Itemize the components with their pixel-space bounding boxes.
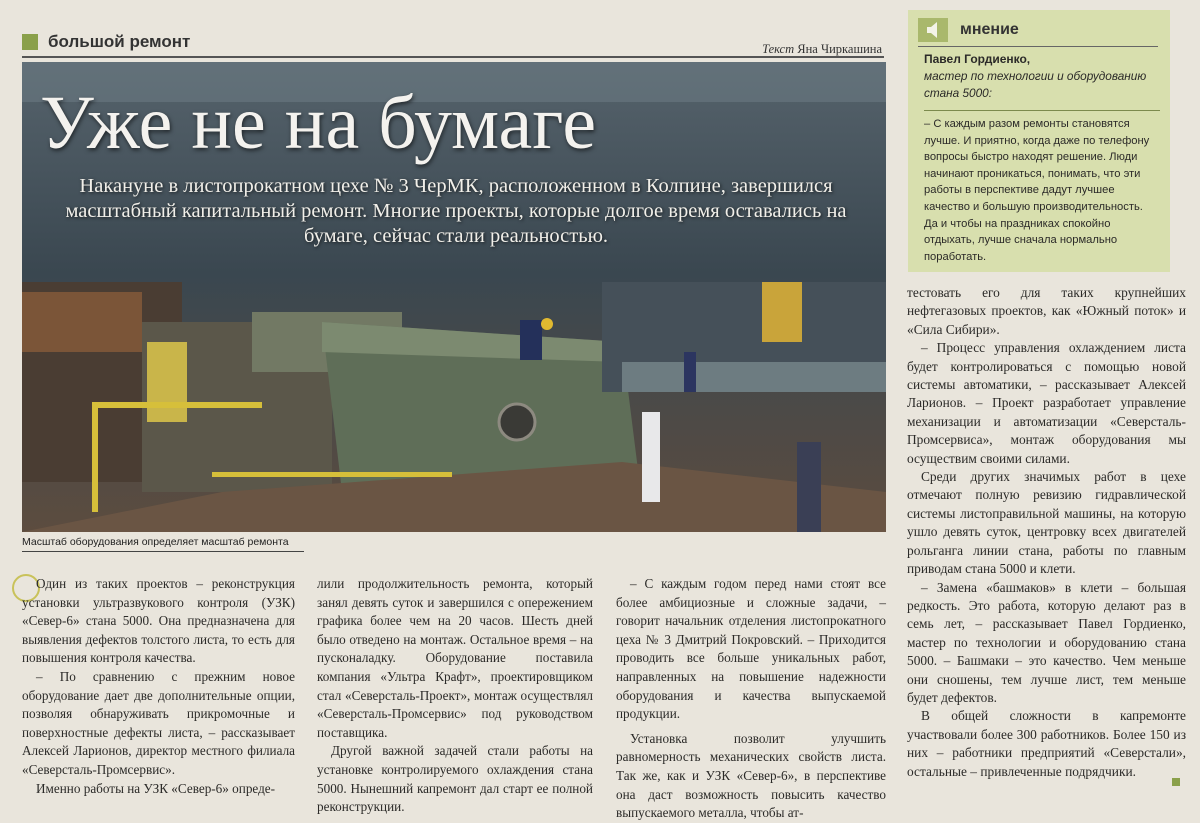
byline xyxy=(762,42,882,57)
opinion-quote: – С каждым разом ремонты становятся лучше. И приятно, когда даже по телефону вопросы быстро находят решение. Люди начинают проникаться, понимать, что эти работы в перспективе дадут лучшее качество и большую производительность. Да и чтобы на праздниках спокойно отдыхать, лучше сначала нормально поработать. xyxy=(924,118,1150,263)
opinion-divider xyxy=(918,46,1158,47)
rubric-label: большой ремонт xyxy=(48,32,191,51)
byline-author: Яна Чиркашина xyxy=(797,42,882,56)
speaker-icon xyxy=(918,18,948,42)
paragraph: Другой важной задачей стали работы на установке контролируемого охлаждения стана 5000. Нынешний капремонт дал старт ее полной реконструкции. xyxy=(317,743,593,815)
section-rubric xyxy=(22,30,190,54)
paragraph: В общей сложности в капремонте участвовали более 300 работников. Более 150 из них – работники предприятий «Северстали», остальные – привлеченные подрядчики. xyxy=(907,708,1186,779)
paragraph: – По сравнению с прежним новое оборудование дает две дополнительные опции, позволяя обнаруживать прикромочные и поверхностные дефекты листа, – рассказывает Алексей Ларионов, директор местного филиала «Северсталь-Промсервис». xyxy=(22,668,295,777)
opinion-author: Павел Гордиенко, xyxy=(924,52,1031,66)
paragraph: Один из таких проектов – реконструкция установки ультразвукового контроля (УЗК) «Север-6» стана 5000. Она предназначена для выявления дефектов толстого листа, то есть для повышения контроля качества. xyxy=(22,576,295,666)
byline-prefix: Текст xyxy=(762,42,795,56)
article-column-2 xyxy=(317,575,593,817)
paragraph: тестовать его для таких крупнейших нефтегазовых проектов, как «Южный поток» и «Сила Сибири». xyxy=(907,285,1186,337)
paragraph: Установка позволит улучшить равномерность механических свойств листа. Так же, как и УЗК «Север-6», в перспективе она даст возможность повысить качество выпускаемого металла, чтобы ат- xyxy=(616,730,886,821)
article-headline: Уже не на бумаге xyxy=(40,81,597,165)
opinion-title: мнение xyxy=(960,21,1019,38)
header-divider xyxy=(22,56,884,58)
article-lead: Накануне в листопрокатном цехе № 3 ЧерМК, расположенном в Колпине, завершился масштабный капитальный ремонт. Многие проекты, которые долгое время оставались на бумаге, сейчас стали реальностью. xyxy=(65,175,847,247)
paragraph: – С каждым годом перед нами стоят все более амбициозные и сложные задачи, – говорит начальник отделения листопрокатного цеха № 3 Дмитрий Покровский. – Приходится проводить все больше уникальных работ, направленных на повышение надежности оборудования и качества выпускаемой продукции. xyxy=(616,576,886,722)
end-of-article-mark xyxy=(1172,778,1180,786)
opinion-author-role: мастер по технологии и оборудованию стана 5000: xyxy=(924,69,1147,100)
article-photo xyxy=(22,62,886,532)
article-column-1 xyxy=(22,575,295,798)
photo-caption: Масштаб оборудования определяет масштаб ремонта xyxy=(22,536,289,548)
opinion-divider-2 xyxy=(924,110,1160,111)
opinion-header xyxy=(918,18,1019,42)
article-column-3 xyxy=(616,575,886,823)
paragraph: – Замена «башмаков» в клети – большая редкость. Это работа, которую делают раз в семь лет, – рассказывает Павел Гордиенко, мастер по технологии и оборудованию стана 5000. – Башмаки – это качество. Чем меньше они сношены, тем лучше лист, тем меньше будет дефектов. xyxy=(907,579,1186,705)
paragraph: – Процесс управления охлаждением листа будет контролироваться с помощью новой системы автоматики, – рассказывает Алексей Ларионов. – Проект разработает управление механизации и автоматизации «Северсталь-Промсервиса», монтаж оборудования мы осуществим своими силами. xyxy=(907,340,1186,466)
rubric-square-icon xyxy=(22,34,38,50)
paragraph: лили продолжительность ремонта, который занял девять суток и завершился с опережением графика более чем на 20 часов. Шесть дней было отведено на монтаж. Остальное время – на пусконаладку. Оборудование поставила компания «Ультра Крафт», проектировщиком стал «Северсталь-Проект», монтаж осуществлял «Северсталь-Промсервис» под руководством поставщика. xyxy=(317,576,593,740)
caption-divider xyxy=(22,551,304,552)
paragraph: Именно работы на УЗК «Север-6» опреде- xyxy=(36,780,276,796)
paragraph: Среди других значимых работ в цехе отмечают полную ревизию гидравлической системы листоправильной машины, на которую ушло девять суток, центровку всех двигателей рольганга линии стана, работы по главным приводам стана 5000 и клети. xyxy=(907,469,1186,577)
article-column-4 xyxy=(907,284,1186,781)
